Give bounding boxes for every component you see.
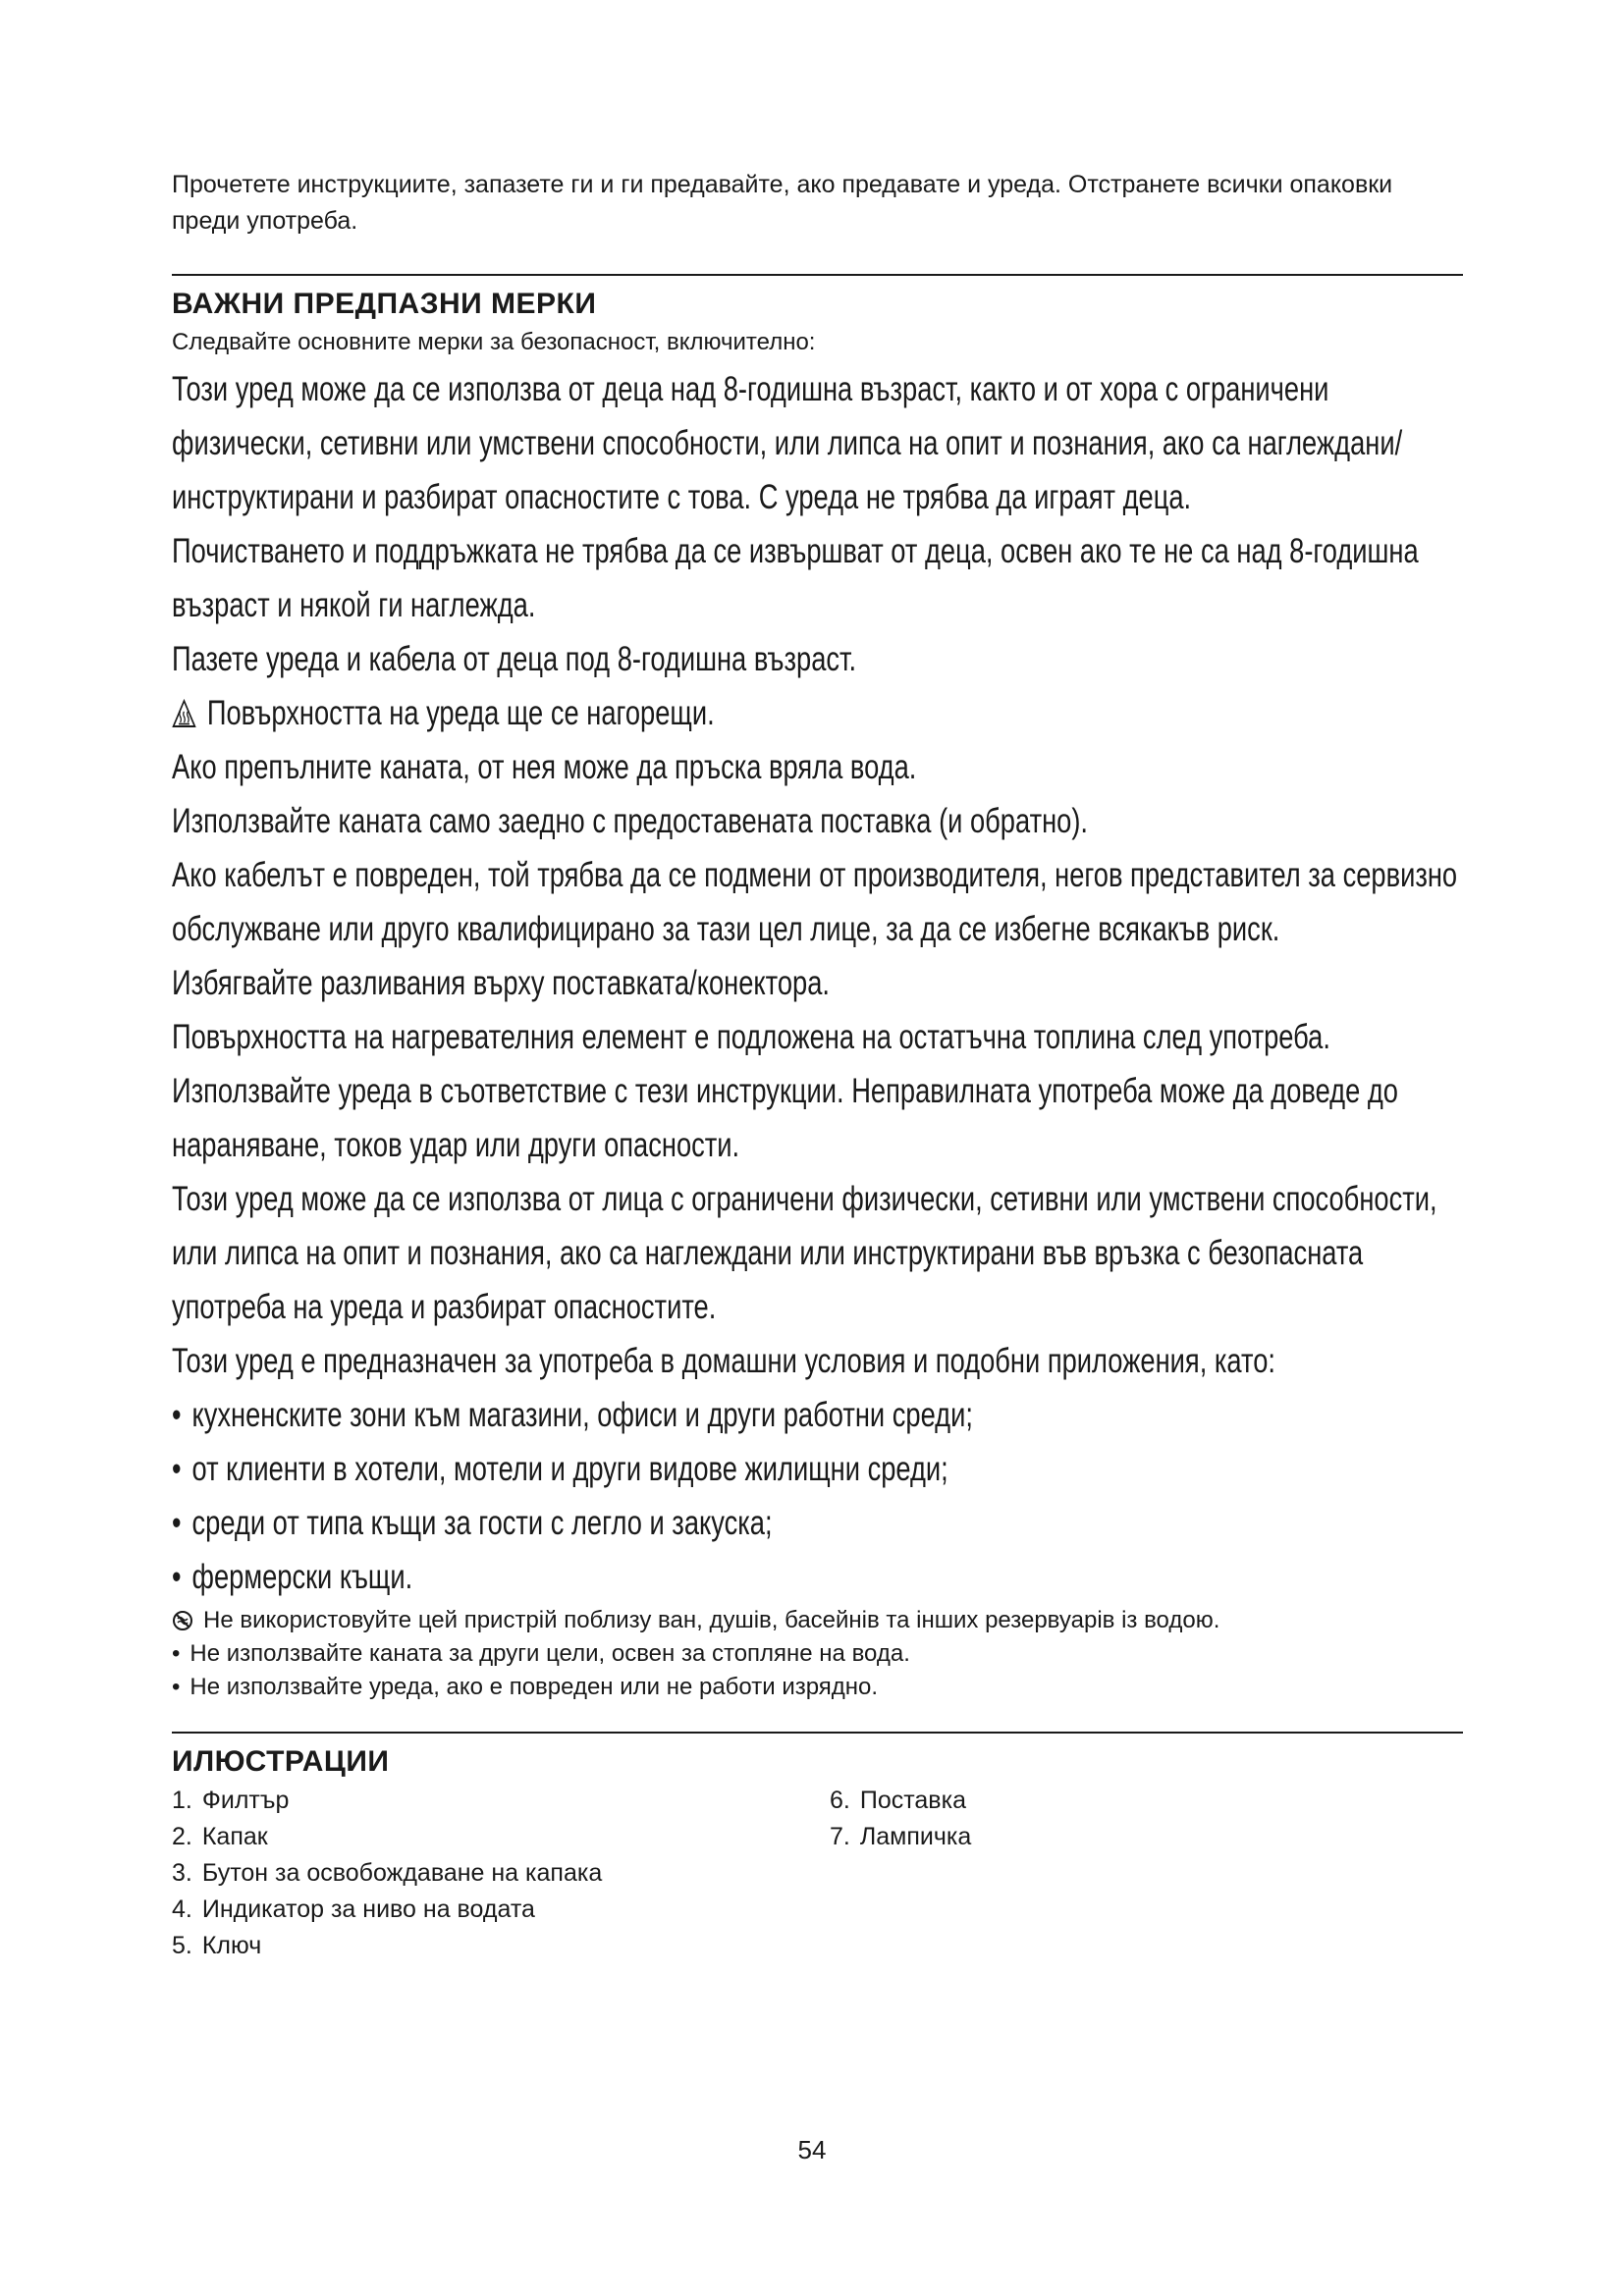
item-number: 4. bbox=[172, 1896, 192, 1923]
safety-heading: ВАЖНИ ПРЕДПАЗНИ МЕРКИ bbox=[172, 288, 597, 320]
item-label: Индикатор за ниво на водата bbox=[201, 1896, 535, 1923]
bullet: • bbox=[172, 1558, 182, 1596]
safety-paragraph: Използвайте каната само заедно с предоставената поставка (и обратно). bbox=[172, 802, 1089, 840]
bullet: • bbox=[172, 1450, 182, 1488]
item-number: 3. bbox=[172, 1859, 192, 1887]
item-label: Поставка bbox=[859, 1787, 966, 1814]
safety-paragraph: Използвайте уреда в съответствие с тези инструкции. Неправилната употреба може да доведе до нараняване, токов удар или други опасности. bbox=[172, 1072, 1398, 1164]
list-item bbox=[830, 1783, 1463, 1819]
illustrations-column-left bbox=[172, 1783, 830, 1964]
item-number: 1. bbox=[172, 1787, 192, 1814]
illustrations-column-right bbox=[830, 1783, 1463, 1964]
divider bbox=[172, 1732, 1463, 1734]
safety-lead: Следвайте основните мерки за безопасност, включително: bbox=[172, 329, 816, 355]
safety-paragraph: Пазете уреда и кабела от деца под 8-годишна възраст. bbox=[172, 640, 857, 678]
list-item bbox=[172, 1388, 1463, 1442]
illustrations-heading: ИЛЮСТРАЦИИ bbox=[172, 1745, 390, 1778]
list-item bbox=[172, 1442, 1463, 1496]
item-label: Капак bbox=[201, 1823, 268, 1850]
list-item bbox=[172, 1550, 1463, 1604]
list-item-text: среди от типа къщи за гости с легло и закуска; bbox=[191, 1504, 773, 1542]
page-number: 54 bbox=[797, 2135, 827, 2164]
item-label: Ключ bbox=[201, 1932, 262, 1959]
no-water-warning bbox=[172, 1604, 1463, 1637]
bullet: • bbox=[172, 1504, 182, 1542]
no-water-icon bbox=[172, 1610, 193, 1631]
item-label: Бутон за освобождаване на капака bbox=[201, 1859, 603, 1887]
list-item bbox=[172, 1855, 830, 1892]
list-item bbox=[172, 1637, 1463, 1671]
list-item bbox=[172, 1928, 830, 1964]
hot-surface-warning bbox=[172, 686, 1463, 740]
illustrations-list bbox=[172, 1783, 1463, 1964]
hot-surface-text: Повърхността на уреда ще се нагорещи. bbox=[206, 694, 715, 732]
safety-paragraph: Почистването и поддръжката не трябва да се извършват от деца, освен ако те не са над 8-годишна възраст и някой ги наглежда. bbox=[172, 532, 1419, 624]
bullet: • bbox=[172, 1396, 182, 1434]
item-label: Филтър bbox=[201, 1787, 290, 1814]
item-number: 6. bbox=[830, 1787, 850, 1814]
item-number: 2. bbox=[172, 1823, 192, 1850]
divider bbox=[172, 274, 1463, 276]
item-label: Лампичка bbox=[859, 1823, 972, 1850]
item-number: 7. bbox=[830, 1823, 850, 1850]
list-item bbox=[172, 1892, 830, 1928]
hot-surface-icon bbox=[172, 699, 196, 728]
small-notes bbox=[172, 1604, 1463, 1704]
safety-paragraph: Ако кабелът е повреден, той трябва да се подмени от производителя, негов представител за сервизно обслужване или друго квалифицирано за тази цел лице, за да се избегне всякакъв риск. bbox=[172, 856, 1458, 948]
list-item-text: от клиенти в хотели, мотели и други видове жилищни среди; bbox=[191, 1450, 948, 1488]
page-content bbox=[172, 167, 1463, 1964]
safety-paragraph: Този уред е предназначен за употреба в домашни условия и подобни приложения, като: bbox=[172, 1342, 1275, 1380]
list-item-text: Не използвайте уреда, ако е повреден или не работи изрядно. bbox=[189, 1674, 879, 1700]
list-item bbox=[830, 1819, 1463, 1855]
safety-paragraph: Избягвайте разливания върху поставката/конектора. bbox=[172, 964, 831, 1002]
safety-paragraph: Ако препълните каната, от нея може да пръска вряла вода. bbox=[172, 748, 917, 786]
list-item-text: фермерски къщи. bbox=[191, 1558, 413, 1596]
list-item bbox=[172, 1496, 1463, 1550]
safety-paragraph: Този уред може да се използва от лица с ограничени физически, сетивни или умствени способности, или липса на опит и познания, ако са наглеждани или инструктирани във връзка с безопасната употреба на уреда и разбират опасностите. bbox=[172, 1180, 1437, 1326]
safety-paragraph: Този уред може да се използва от деца над 8-годишна възраст, както и от хора с ограничени физически, сетивни или умствени способности, или липса на опит и познания, ако са наглеждани/инструктирани и разбират опасностите с това. С уреда не трябва да играят деца. bbox=[172, 370, 1403, 516]
list-item-text: кухненските зони към магазини, офиси и други работни среди; bbox=[191, 1396, 973, 1434]
list-item bbox=[172, 1819, 830, 1855]
list-item-text: Не използвайте каната за други цели, освен за стопляне на вода. bbox=[189, 1640, 910, 1667]
safety-body bbox=[172, 362, 1463, 1604]
list-item bbox=[172, 1671, 1463, 1704]
item-number: 5. bbox=[172, 1932, 192, 1959]
list-item bbox=[172, 1783, 830, 1819]
bullet: • bbox=[172, 1640, 181, 1667]
bullet: • bbox=[172, 1674, 181, 1700]
intro-text: Прочетете инструкциите, запазете ги и ги предавайте, ако предавате и уреда. Отстранете всички опаковки преди употреба. bbox=[172, 171, 1393, 235]
no-water-text: Не використовуйте цей пристрій поблизу ван, душів, басейнів та інших резервуарів із водою. bbox=[203, 1607, 1220, 1633]
safety-paragraph: Повърхността на нагревателния елемент е подложена на остатъчна топлина след употреба. bbox=[172, 1018, 1330, 1056]
